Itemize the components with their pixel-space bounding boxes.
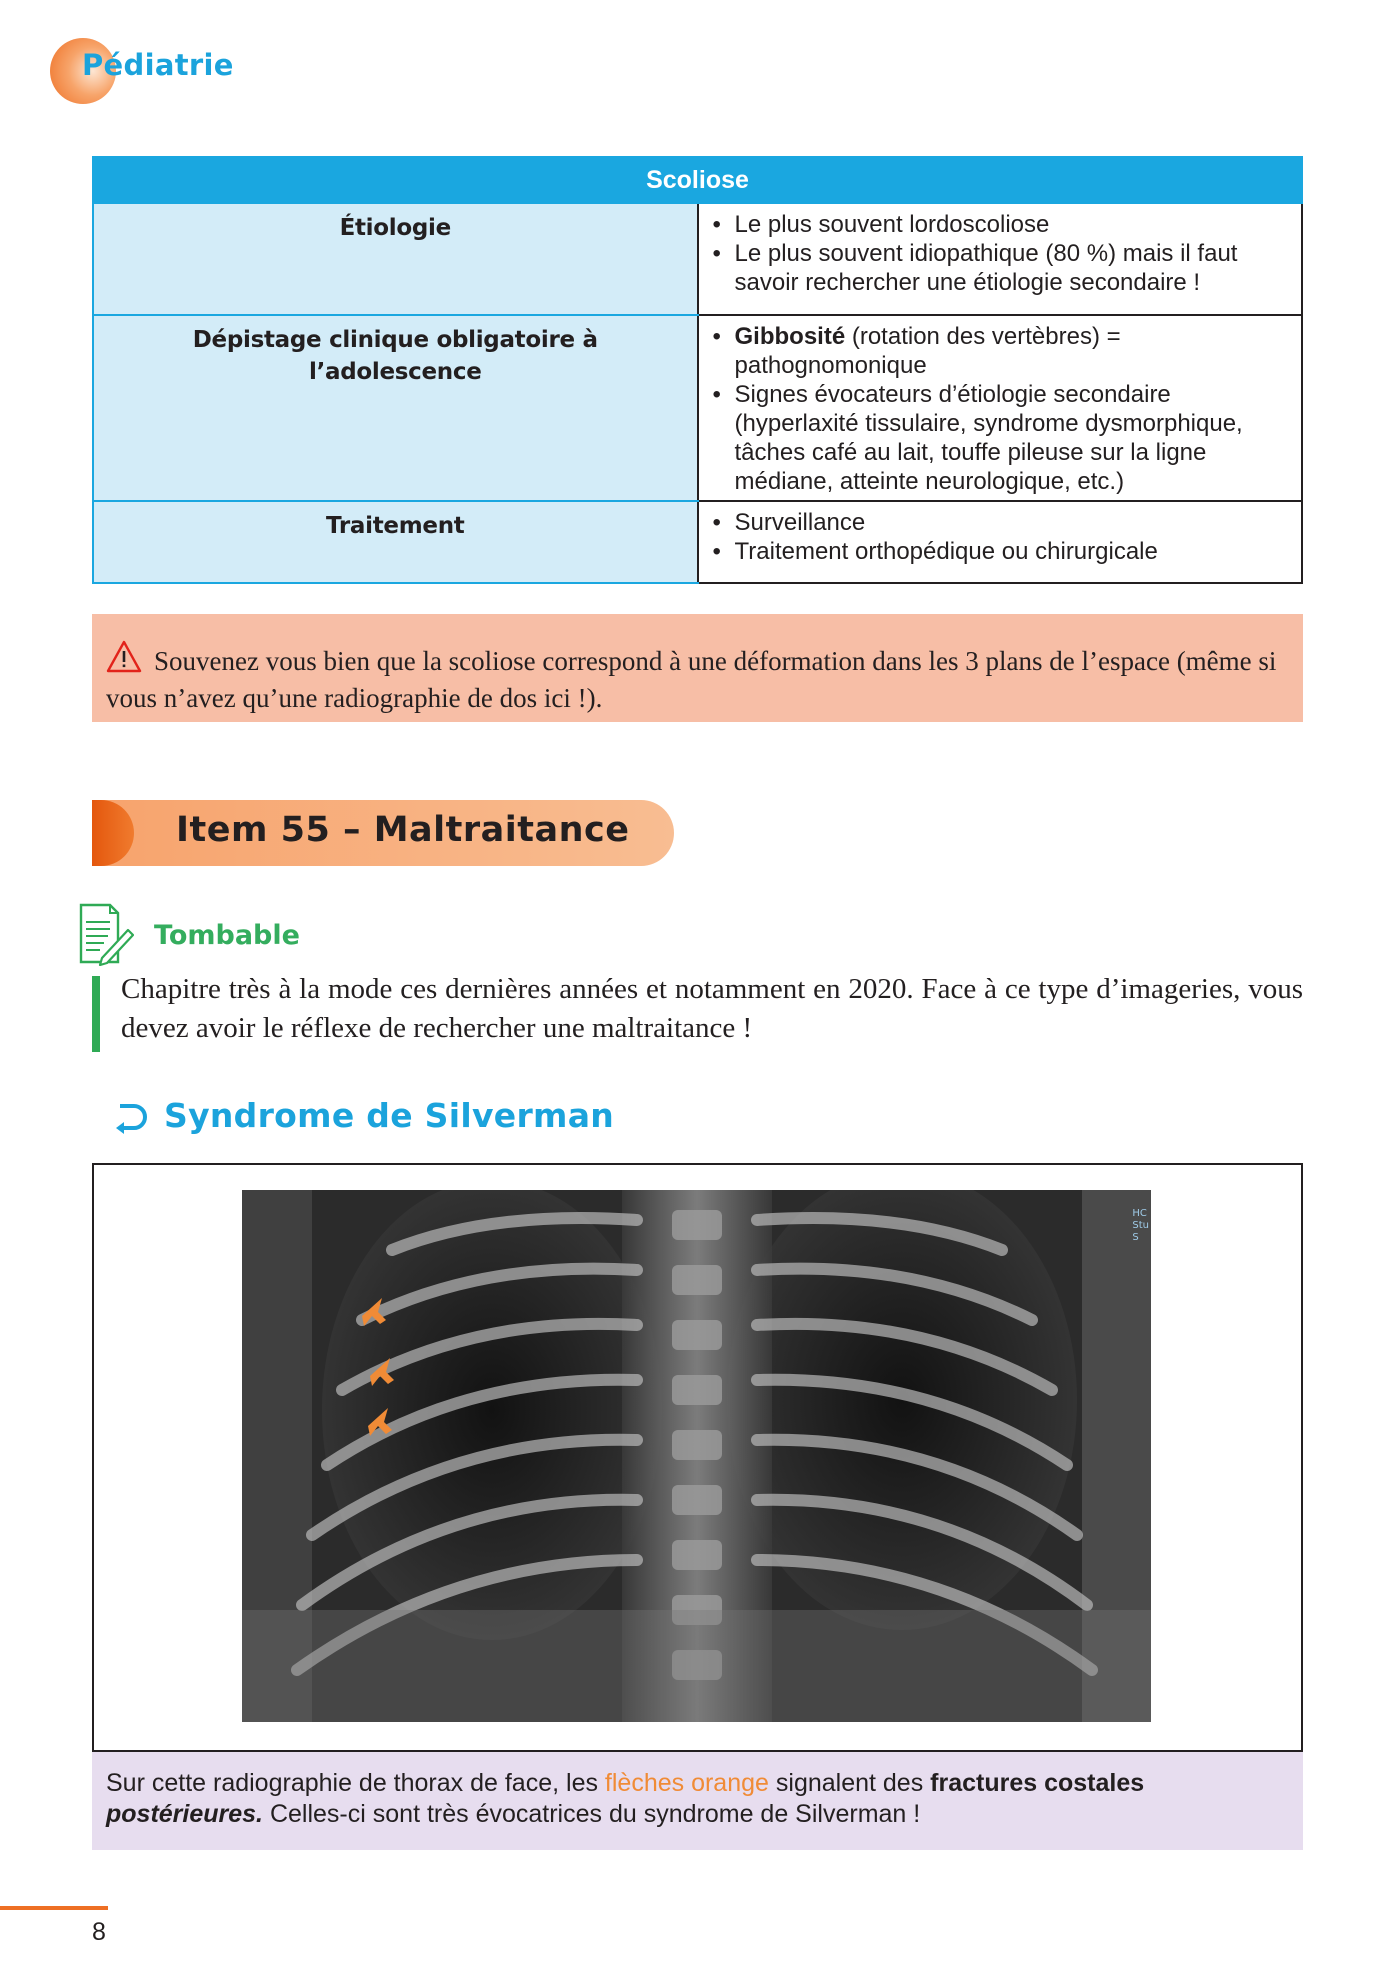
table-row [93,315,1302,501]
list-item: • Signes évocateurs d’étiologie secondaire (hyperlaxité tissulaire, syndrome dysmorphique, tâches café au lait, touffe pileuse sur la ligne médiane, atteinte neurologique, etc.) [713,380,1288,496]
tombable-text: Chapitre très à la mode ces dernières années et notamment en 2020. Face à ce type d’imageries, vous devez avoir le réflexe de rechercher une maltraitance ! [121,973,1303,1044]
row-content-etiologie [698,203,1303,315]
warning-callout [92,614,1303,722]
list-item: • Surveillance [713,508,1288,537]
list-item: • Le plus souvent idiopathique (80 %) mais il faut savoir rechercher une étiologie secondaire ! [713,239,1288,297]
list-item [713,322,1288,380]
tombable-bar [92,976,100,1052]
xray-drawing [242,1190,1151,1722]
caption-highlight: flèches orange [604,1769,769,1797]
chest-xray-image [242,1190,1151,1722]
item-title: Item 55 – Maltraitance [176,810,630,850]
table-row [93,203,1302,315]
running-header-title: Pédiatrie [82,48,234,82]
footer-rule [0,1906,108,1910]
table-row [93,501,1302,583]
caption-bold: fractures costales [930,1769,1145,1797]
list-item: • Traitement orthopédique ou chirurgicale [713,537,1288,566]
caption-bold-italic: postérieures. [106,1800,264,1828]
row-label-etiologie: Étiologie [93,203,698,315]
warning-text: Souvenez vous bien que la scoliose correspond à une déformation dans les 3 plans de l’espace (même si vous n’avez qu’une radiographie de dos ici !). [106,646,1277,713]
row-content-depistage [698,315,1303,501]
list-item: • Le plus souvent lordoscoliose [713,210,1288,239]
page-number: 8 [92,1918,106,1946]
tombable-label: Tombable [154,920,300,951]
table-title: Scoliose [93,157,1302,203]
warning-triangle-icon [106,640,142,674]
list-item-text: (rotation des vertèbres) = pathognomonique [734,323,1121,379]
bold-term: Gibbosité [734,323,846,350]
row-label-traitement: Traitement [93,501,698,583]
xray-overlay-text: HC Stu S [1132,1208,1149,1243]
section-title: Syndrome de Silverman [164,1096,615,1135]
row-label-depistage: Dépistage clinique obligatoire à l’adolescence [93,315,698,501]
figure-caption: Sur cette radiographie de thorax de face, les flèches orange signalent des fractures costales postérieures. Celles-ci sont très évocatrices du syndrome de Silverman ! [92,1752,1303,1850]
scoliose-table [92,156,1303,584]
curved-arrow-icon [114,1100,148,1134]
row-content-traitement [698,501,1303,583]
checklist-pencil-icon [78,902,134,966]
